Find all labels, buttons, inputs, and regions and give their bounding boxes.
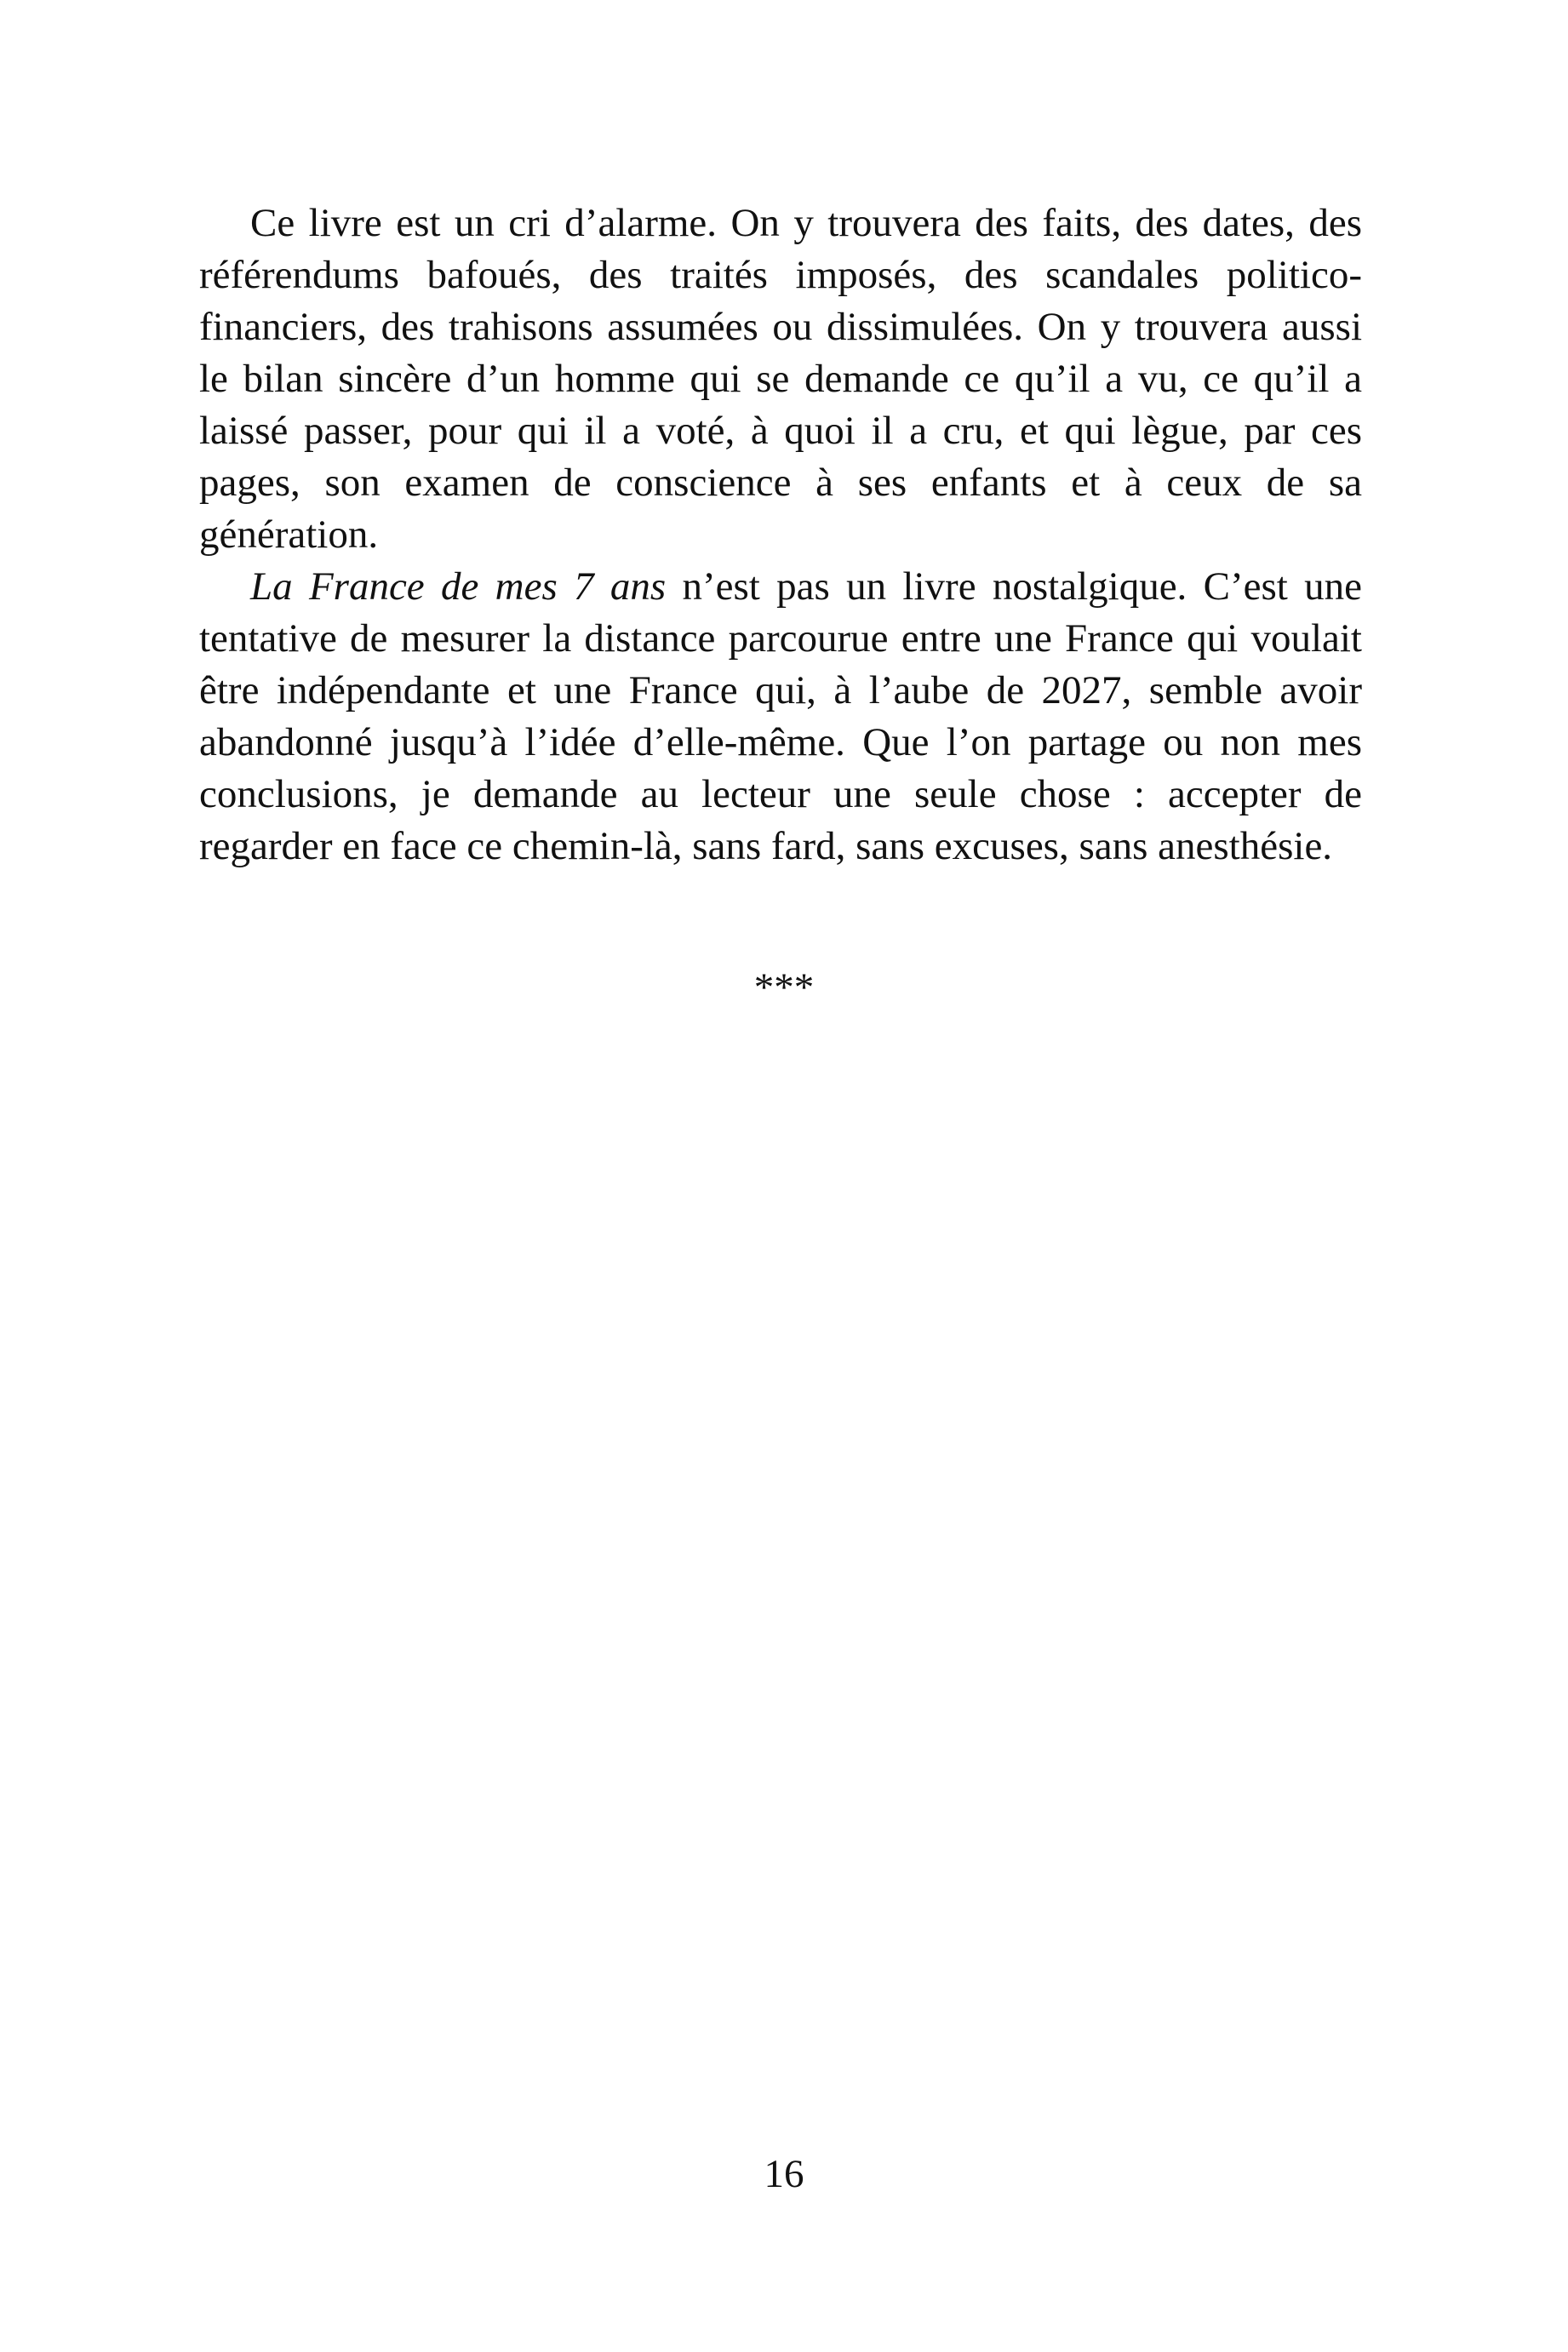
section-separator: *** — [753, 965, 815, 1010]
page-number: 16 — [764, 2152, 804, 2196]
book-title-italic: La France de mes 7 ans — [250, 564, 667, 609]
paragraph-2-text: n’est pas un livre nostalgique. C’est une tentative de mesurer la distance parcourue entre une France qui voulait être indépendante et une France qui, à l’aube de 2027, semble avoir abandonné jusqu’à l’idée d’elle-même. Que l’on partage ou non mes conclusions, je demande au lecteur une seule chose : accepter de regarder en face ce chemin-là, sans fard, sans excuses, sans anesthésie. — [199, 564, 1362, 868]
body-text — [199, 197, 1362, 873]
paragraph-1: Ce livre est un cri d’alarme. On y trouvera des faits, des dates, des référendums bafoués, des traités imposés, des scandales politico-financiers, des trahisons assumées ou dissimulées. On y trouvera aussi le bilan sincère d’un homme qui se demande ce qu’il a vu, ce qu’il a laissé passer, pour qui il a voté, à quoi il a cru, et qui lègue, par ces pages, son examen de conscience à ses enfants et à ceux de sa génération. — [199, 201, 1362, 557]
paragraph-2 — [199, 561, 1362, 873]
